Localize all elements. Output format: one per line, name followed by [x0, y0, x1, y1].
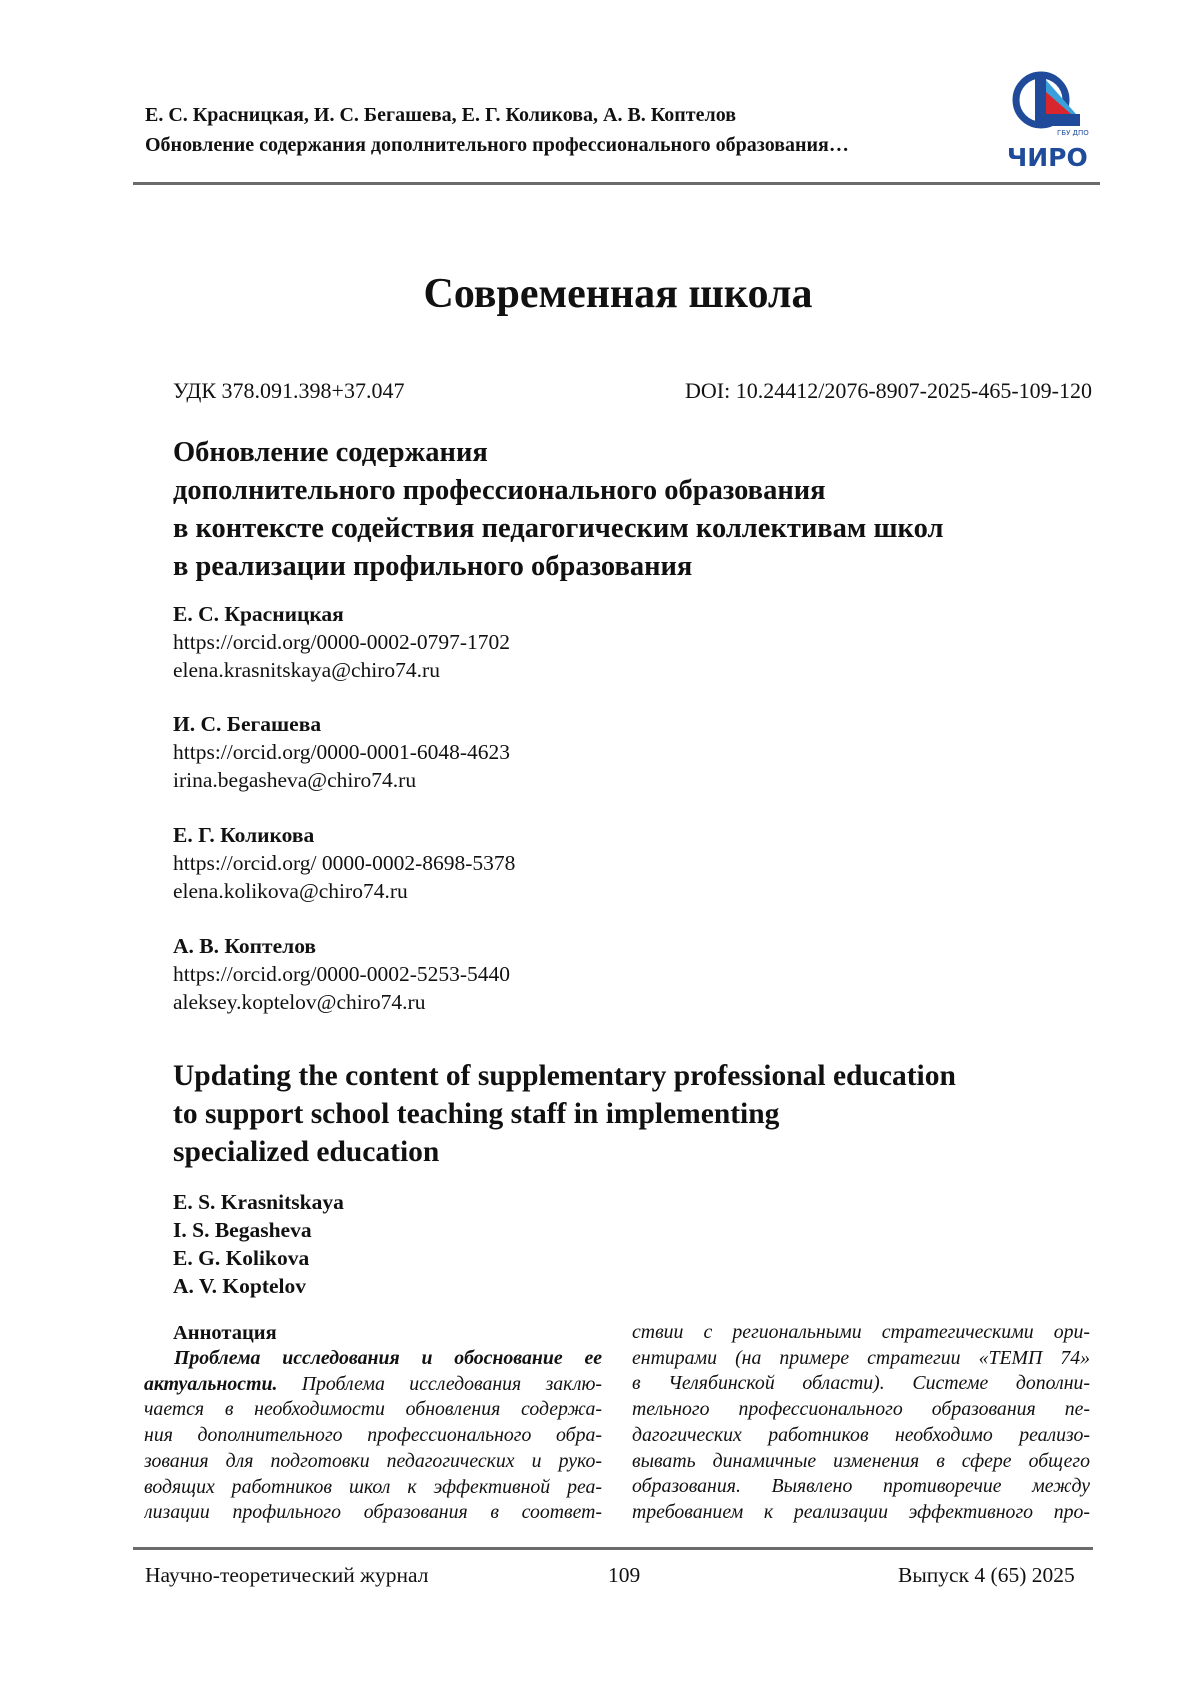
abstract-column-left	[144, 1346, 602, 1526]
abstract-line: требованием к реализации эффективного про-	[632, 1500, 1090, 1526]
author-begasheva	[173, 710, 773, 794]
author-email[interactable]: irina.begasheva@chiro74.ru	[173, 766, 773, 794]
author-email[interactable]: elena.kolikova@chiro74.ru	[173, 877, 773, 905]
abstract-line: ния дополнительного профессионального обра-	[144, 1423, 602, 1449]
author-email[interactable]: aleksey.koptelov@chiro74.ru	[173, 988, 773, 1016]
author-name: А. В. Коптелов	[173, 932, 773, 960]
article-title-en	[173, 1057, 1133, 1171]
abstract-line: Проблема исследования и обоснование ее	[144, 1346, 602, 1372]
abstract-line: ствии с региональными стратегическими ори-	[632, 1320, 1090, 1346]
author-orcid[interactable]: https://orcid.org/0000-0001-6048-4623	[173, 738, 773, 766]
abstract-line: зования для подготовки педагогических и руко-	[144, 1449, 602, 1475]
abstract-line: в Челябинской области). Системе дополни-	[632, 1371, 1090, 1397]
title-line: specialized education	[173, 1133, 1133, 1171]
author-krasnitskaya	[173, 600, 773, 684]
author-orcid[interactable]: https://orcid.org/ 0000-0002-8698-5378	[173, 849, 773, 877]
header-divider	[133, 182, 1100, 185]
abstract-heading: Аннотация	[173, 1322, 277, 1345]
abstract-line: дагогических работников необходимо реализо-	[632, 1423, 1090, 1449]
author-en: E. S. Krasnitskaya	[173, 1188, 344, 1216]
author-koptelov	[173, 932, 773, 1016]
section-title: Современная школа	[0, 270, 1200, 318]
authors-en	[173, 1188, 344, 1300]
author-email[interactable]: elena.krasnitskaya@chiro74.ru	[173, 656, 773, 684]
abstract-line: актуальности. Проблема исследования заклю-	[144, 1372, 602, 1398]
title-line: Updating the content of supplementary professional education	[173, 1057, 1133, 1095]
author-en: I. S. Begasheva	[173, 1216, 344, 1244]
abstract-line: тельного профессионального образования пе-	[632, 1397, 1090, 1423]
footer-divider	[133, 1547, 1093, 1550]
author-en: E. G. Kolikova	[173, 1244, 344, 1272]
doi[interactable]: DOI: 10.24412/2076-8907-2025-465-109-120	[685, 378, 1092, 404]
abstract-column-right	[632, 1320, 1090, 1526]
page-number: 109	[608, 1563, 640, 1588]
author-orcid[interactable]: https://orcid.org/0000-0002-0797-1702	[173, 628, 773, 656]
abstract-line: лизации профильного образования в соответ-	[144, 1500, 602, 1526]
abstract-line: водящих работников школ к эффективной реа-	[144, 1475, 602, 1501]
chiro-logo-icon	[1005, 70, 1093, 170]
udk-code: УДК 378.091.398+37.047	[173, 378, 404, 404]
author-name: И. С. Бегашева	[173, 710, 773, 738]
header-authors: Е. С. Красницкая, И. С. Бегашева, Е. Г. Коликова, А. В. Коптелов	[145, 104, 736, 127]
author-orcid[interactable]: https://orcid.org/0000-0002-5253-5440	[173, 960, 773, 988]
abstract-line: образования. Выявлено противоречие между	[632, 1474, 1090, 1500]
abstract-line: вывать динамичные изменения в сфере общего	[632, 1449, 1090, 1475]
title-line: дополнительного профессионального образования	[173, 472, 1113, 510]
author-name: Е. Г. Коликова	[173, 821, 773, 849]
title-line: в контексте содействия педагогическим коллективам школ	[173, 510, 1113, 548]
abstract-line: чается в необходимости обновления содержа-	[144, 1397, 602, 1423]
author-kolikova	[173, 821, 773, 905]
article-title-ru	[173, 434, 1113, 586]
author-en: A. V. Koptelov	[173, 1272, 344, 1300]
chiro-logo	[1005, 70, 1093, 170]
title-line: Обновление содержания	[173, 434, 1113, 472]
svg-text:ЧИРО: ЧИРО	[1007, 143, 1088, 170]
footer-issue: Выпуск 4 (65) 2025	[898, 1563, 1075, 1588]
title-line: в реализации профильного образования	[173, 548, 1113, 586]
footer-journal: Научно-теоретический журнал	[145, 1563, 428, 1588]
svg-text:ГБУ ДПО: ГБУ ДПО	[1057, 129, 1089, 137]
author-name: Е. С. Красницкая	[173, 600, 773, 628]
header-running-title: Обновление содержания дополнительного профессионального образования…	[145, 134, 849, 157]
title-line: to support school teaching staff in implementing	[173, 1095, 1133, 1133]
abstract-line: ентирами (на примере стратегии «ТЕМП 74»	[632, 1346, 1090, 1372]
